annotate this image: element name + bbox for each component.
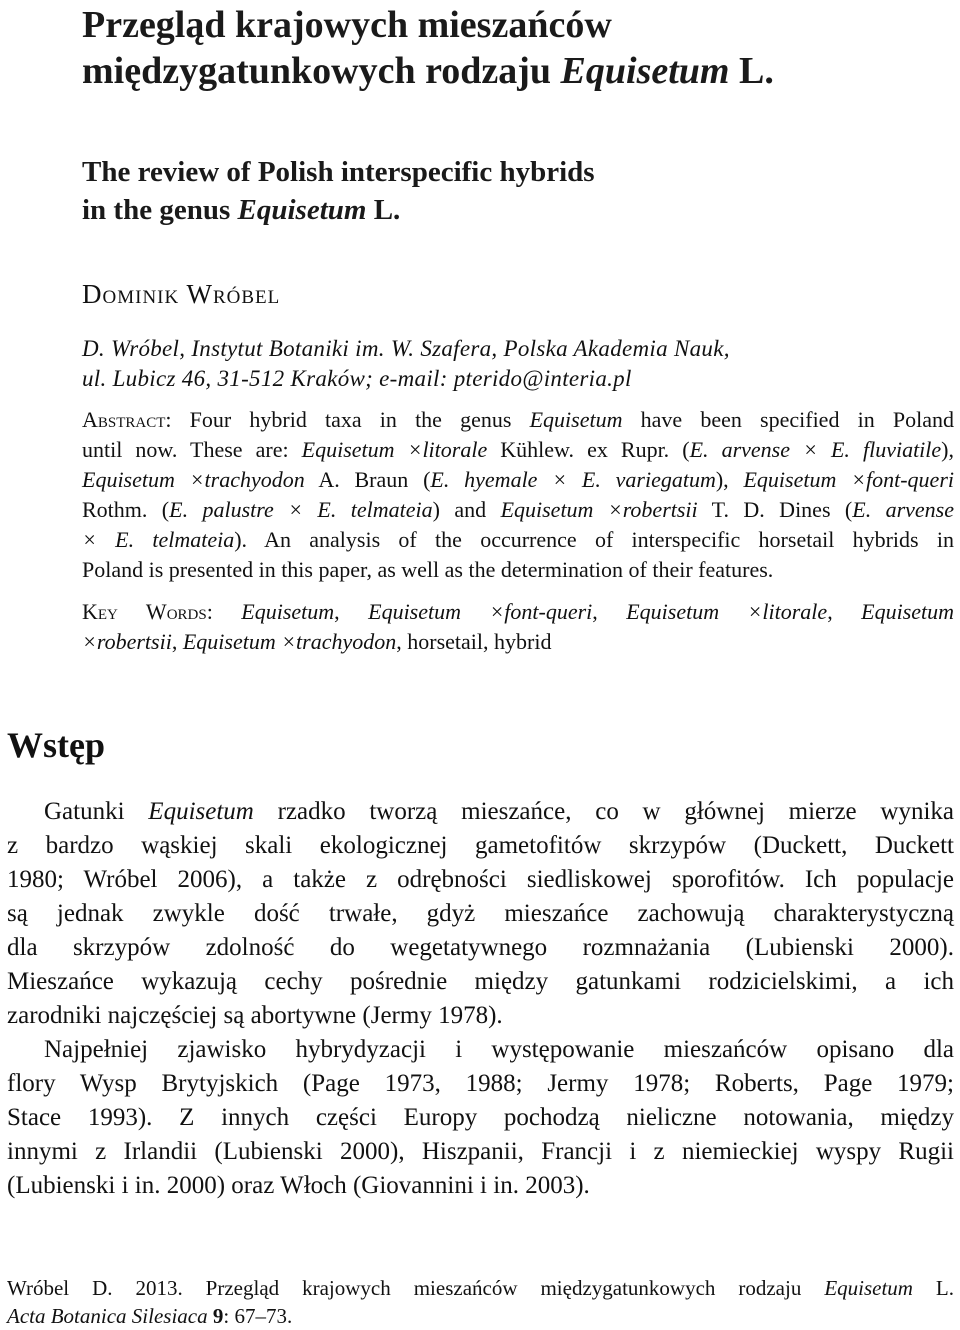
title-english-genus: Equisetum bbox=[237, 194, 367, 226]
paragraph-2 bbox=[7, 1033, 954, 1203]
citation-text: L. bbox=[912, 1276, 955, 1300]
affiliation-line-2: ul. Lubicz 46, 31-512 Kraków; e-mail: pterido@interia.pl bbox=[82, 366, 632, 391]
abstract-taxon: E. palustre × E. telmateia bbox=[169, 497, 433, 522]
abstract-line: Poland is presented in this paper, as well as the determination of their features. bbox=[82, 557, 774, 582]
abstract-taxon: E. hyemale × E. variegatum bbox=[430, 467, 716, 492]
key-word: Equisetum bbox=[241, 599, 335, 624]
abstract-text: have been specified in Poland bbox=[622, 407, 954, 432]
paragraph-line: Mieszańce wykazują cechy pośrednie między gatunkami rodzicielskimi, a ich bbox=[7, 968, 954, 995]
title-polish-line-2-text: międzygatunkowych rodzaju bbox=[82, 50, 561, 92]
title-english-line-2 bbox=[82, 191, 960, 229]
abstract-line bbox=[82, 525, 954, 555]
paragraph-line: są jednak zwykle dość trwałe, gdyż mieszańce zachowują charakterystyczną bbox=[7, 900, 954, 927]
paragraph-taxon: Equisetum bbox=[148, 798, 254, 825]
citation-footer bbox=[7, 1274, 954, 1330]
title-polish-genus: Equisetum bbox=[560, 50, 730, 92]
key-words-text: , bbox=[334, 599, 369, 624]
journal-pages: : 67–73. bbox=[223, 1304, 293, 1328]
key-words-text: , bbox=[592, 599, 627, 624]
abstract-label: Abstract bbox=[82, 407, 166, 432]
citation-text: Wróbel D. 2013. Przegląd krajowych mieszańców międzygatunkowych rodzaju bbox=[7, 1276, 825, 1300]
abstract-text: Kühlew. ex Rupr. ( bbox=[487, 437, 690, 462]
abstract-text: A. Braun ( bbox=[304, 467, 431, 492]
key-words-line bbox=[82, 597, 954, 627]
title-polish-line-1: Przegląd krajowych mieszańców bbox=[82, 4, 612, 46]
title-english bbox=[82, 153, 960, 229]
title-english-line-1: The review of Polish interspecific hybrids bbox=[82, 156, 595, 188]
key-words-text: , horsetail, hybrid bbox=[396, 629, 552, 654]
abstract-text: T. D. Dines ( bbox=[697, 497, 853, 522]
abstract-line bbox=[82, 435, 954, 465]
paragraph-line: zarodniki najczęściej są abortywne (Jermy 1978). bbox=[7, 1002, 503, 1029]
journal-name: Acta Botanica Silesiaca bbox=[7, 1304, 208, 1328]
key-word: Equisetum ×font-queri bbox=[368, 599, 593, 624]
abstract-taxon: Equisetum ×litorale bbox=[301, 437, 488, 462]
paragraph-1 bbox=[7, 795, 954, 1033]
abstract-taxon: E. arvense bbox=[852, 497, 955, 522]
paragraph-line: 1980; Wróbel 2006), a także z odrębności siedliskowej sporofitów. Ich populacje bbox=[7, 866, 954, 893]
paragraph-line: innymi z Irlandii (Lubienski 2000), Hiszpanii, Francji i z niemieckiej wyspy Rugii bbox=[7, 1138, 954, 1165]
abstract-taxon: Equisetum bbox=[529, 407, 623, 432]
section-heading: Wstęp bbox=[7, 725, 105, 765]
paragraph-line bbox=[7, 795, 954, 829]
title-english-author-abbr: L. bbox=[366, 194, 401, 226]
abstract-taxon: Equisetum ×font-queri bbox=[743, 467, 954, 492]
abstract-taxon: × E. telmateia bbox=[82, 527, 235, 552]
paragraph-line: z bardzo wąskiej skali ekologicznej gametofitów skrzypów (Duckett, Duckett bbox=[7, 832, 954, 859]
key-words-label: Key Words bbox=[82, 599, 207, 624]
title-english-line-2-text: in the genus bbox=[82, 194, 238, 226]
abstract-text: ), bbox=[715, 467, 744, 492]
abstract-line bbox=[82, 465, 954, 495]
abstract-text: ) and bbox=[432, 497, 501, 522]
abstract-taxon: Equisetum ×robertsii bbox=[500, 497, 698, 522]
abstract-text: ). An analysis of the occurrence of interspecific horsetail hybrids in bbox=[234, 527, 954, 552]
abstract-text: : Four hybrid taxa in the genus bbox=[165, 407, 530, 432]
title-polish bbox=[82, 2, 960, 94]
abstract-taxon: Equisetum ×trachyodon bbox=[82, 467, 305, 492]
paragraph-line: Najpełniej zjawisko hybrydyzacji i występowanie mieszańców opisano dla bbox=[44, 1036, 954, 1063]
citation-line-2 bbox=[7, 1302, 954, 1330]
abstract-taxon: E. arvense × E. fluviatile bbox=[689, 437, 942, 462]
abstract-text: Rothm. ( bbox=[82, 497, 170, 522]
paragraph-text: Gatunki bbox=[44, 798, 149, 825]
paragraph-text: rzadko tworzą mieszańce, co w głównej mierze wynika bbox=[253, 798, 954, 825]
title-polish-author-abbr: L. bbox=[729, 50, 774, 92]
author-affiliation bbox=[82, 334, 960, 394]
abstract bbox=[82, 405, 954, 585]
author-name: Dominik Wróbel bbox=[82, 279, 281, 309]
body-text bbox=[7, 795, 954, 1203]
abstract-line bbox=[82, 495, 954, 525]
affiliation-line-1: D. Wróbel, Instytut Botaniki im. W. Szafera, Polska Akademia Nauk, bbox=[82, 336, 730, 361]
journal-volume: 9 bbox=[207, 1304, 224, 1328]
key-word: Equisetum ×trachyodon bbox=[182, 629, 397, 654]
paragraph-line: Stace 1993). Z innych części Europy pochodzą nieliczne notowania, między bbox=[7, 1104, 954, 1131]
key-words-text: : bbox=[206, 599, 242, 624]
citation-genus: Equisetum bbox=[824, 1276, 913, 1300]
key-words-line bbox=[82, 627, 954, 657]
citation-line-1 bbox=[7, 1274, 954, 1302]
abstract-line bbox=[82, 405, 954, 435]
paragraph-line: flory Wysp Brytyjskich (Page 1973, 1988; Jermy 1978; Roberts, Page 1979; bbox=[7, 1070, 954, 1097]
key-words-text: , bbox=[171, 629, 183, 654]
title-polish-line-2 bbox=[82, 48, 960, 94]
key-word: Equisetum ×litorale bbox=[626, 599, 828, 624]
paragraph-line: (Lubienski i in. 2000) oraz Włoch (Giovannini i in. 2003). bbox=[7, 1172, 590, 1199]
key-word: Equisetum bbox=[861, 599, 955, 624]
paragraph-line: dla skrzypów zdolność do wegetatywnego rozmnażania (Lubienski 2000). bbox=[7, 934, 954, 961]
abstract-text: until now. These are: bbox=[82, 437, 302, 462]
abstract-text: ), bbox=[941, 437, 954, 462]
key-words-text: , bbox=[827, 599, 862, 624]
key-words bbox=[82, 597, 954, 657]
key-word: ×robertsii bbox=[82, 629, 172, 654]
